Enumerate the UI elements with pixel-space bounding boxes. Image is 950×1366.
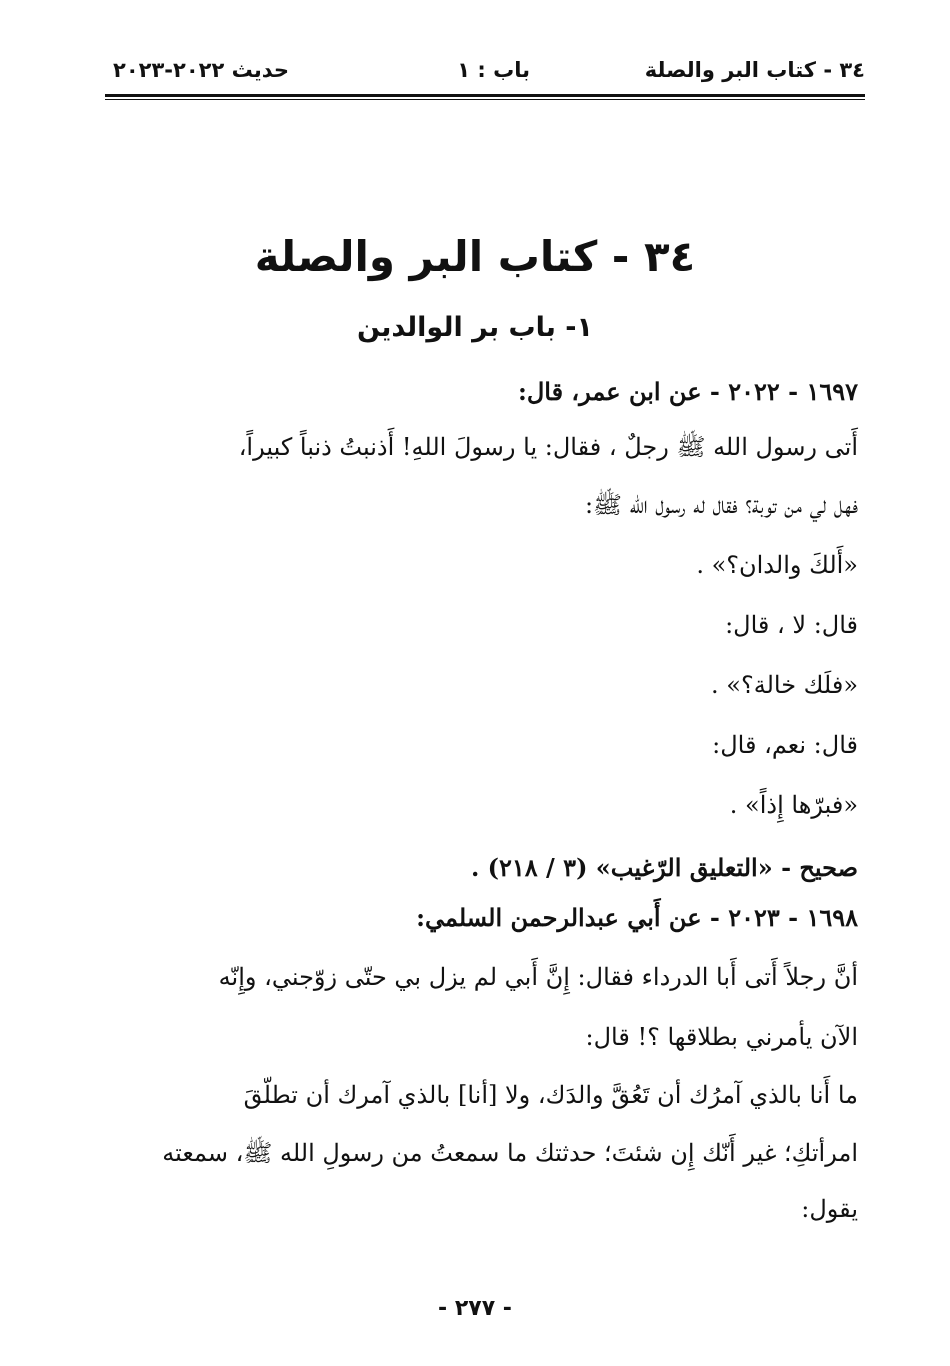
text-line: الآن يأمرني بطلاقها ؟! قال: [585,1023,858,1051]
text-line: امرأتكِ؛ غير أَنّك إِن شئتَ؛ حدثتك ما سمعتُ من رسولِ الله ﷺ، سمعته [162,1139,858,1167]
text-line: «فبرّها إِذاً» . [729,791,858,819]
header-rule-thick [105,94,865,97]
running-header [105,54,865,94]
grading-line: صحيح - «التعليق الرّغيب» (٣ / ٢١٨) . [470,853,858,882]
chapter-title: ١- باب بر الوالدين [357,312,593,343]
text-line: «أَلكَ والدان؟» . [696,551,858,579]
text-line: «فلَك خالة؟» . [711,671,858,699]
text-line: أَتى رسول الله ﷺ رجلٌ ، فقال: يا رسولَ اللهِ! أَذنبتُ ذنباً كبيراً، [238,433,858,461]
header-chapter-ref: باب : ١ [457,58,530,82]
hadith-heading-1698: ١٦٩٨ - ٢٠٢٣ - عن أَبي عبدالرحمن السلمي: [416,903,858,932]
text-line: قال: لا ، قال: [725,611,858,639]
text-line: قال: نعم، قال: [712,731,858,759]
text-line: ما أَنا بالذي آمرُك أن تَعُقَّ والدَك، ولا [أنا] بالذي آمرك أن تطلّقَ [243,1081,858,1109]
text-line: أنَّ رجلاً أَتى أَبا الدرداء فقال: إِنَّ أَبي لم يزل بي حتّى زوّجني، وإِنّه [218,963,858,991]
header-rule-thin [105,99,865,100]
hadith-heading-1697: ١٦٩٧ - ٢٠٢٢ - عن ابن عمر، قال: [517,377,858,406]
header-hadith-range: حديث ٢٠٢٢-٢٠٢٣ [113,58,289,82]
text-line: فهل لي من توبة؟ فقال له رسول الله ﷺ: [584,491,858,519]
header-book-title: ٣٤ - كتاب البر والصلة [644,58,865,82]
page-number: - ٢٧٧ - [438,1296,512,1321]
text-line: يقول: [801,1195,858,1223]
book-title: ٣٤ - كتاب البر والصلة [254,232,696,281]
